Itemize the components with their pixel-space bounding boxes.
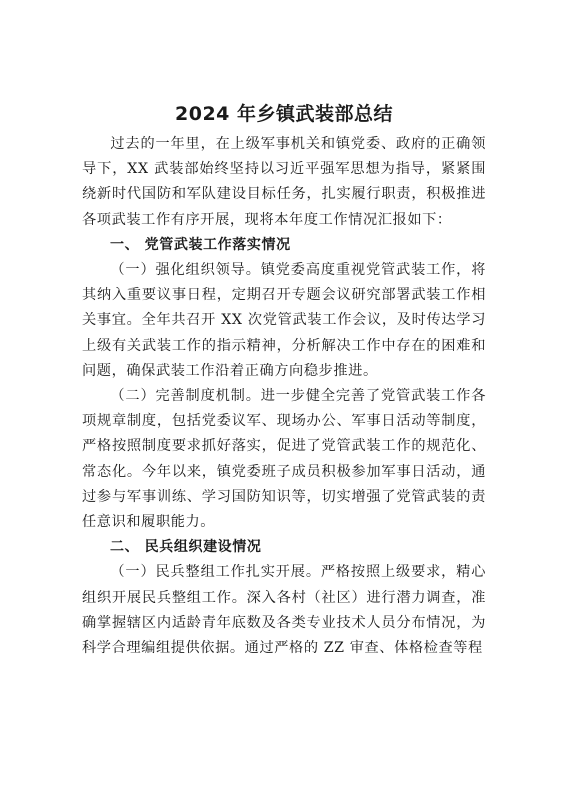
section-1-heading: 一、 党管武装工作落实情况: [110, 236, 291, 253]
document-title: 2024 年乡镇武装部总结: [175, 103, 393, 125]
section-2-paragraph-1: （一）民兵整组工作扎实开展。严格按照上级要求，精心组织开展民兵整组工作。深入各村（社区）进行潜力调查，准确掌握辖区内适龄青年底数及各类专业技术人员分布情况，为科学合理编组提供依据。通过严格的 ZZ 审查、体格检查等程: [82, 564, 486, 657]
section-2-heading: 二、 民兵组织建设情况: [110, 539, 262, 556]
section-1-paragraph-2: （二）完善制度机制。进一步健全完善了党管武装工作各项规章制度，包括党委议军、现场办公、军事日活动等制度，严格按照制度要求抓好落实，促进了党管武装工作的规范化、常态化。今年以来，镇党委班子成员积极参加军事日活动，通过参与军事训练、学习国防知识等，切实增强了党管武装的责任意识和履职能力。: [82, 388, 486, 531]
section-1-paragraph-1: （一）强化组织领导。镇党委高度重视党管武装工作，将其纳入重要议事日程，定期召开专题会议研究部署武装工作相关事宜。全年共召开 XX 次党管武装工作会议，及时传达学习上级有关武装工作的指示精神，分析解决工作中存在的困难和问题，确保武装工作沿着正确方向稳步推进。: [82, 262, 486, 379]
intro-paragraph: 过去的一年里，在上级军事机关和镇党委、政府的正确领导下，XX 武装部始终坚持以习近平强军思想为指导，紧紧围绕新时代国防和军队建设目标任务，扎实履行职责，积极推进各项武装工作有序开展，现将本年度工作情况汇报如下：: [82, 136, 486, 228]
